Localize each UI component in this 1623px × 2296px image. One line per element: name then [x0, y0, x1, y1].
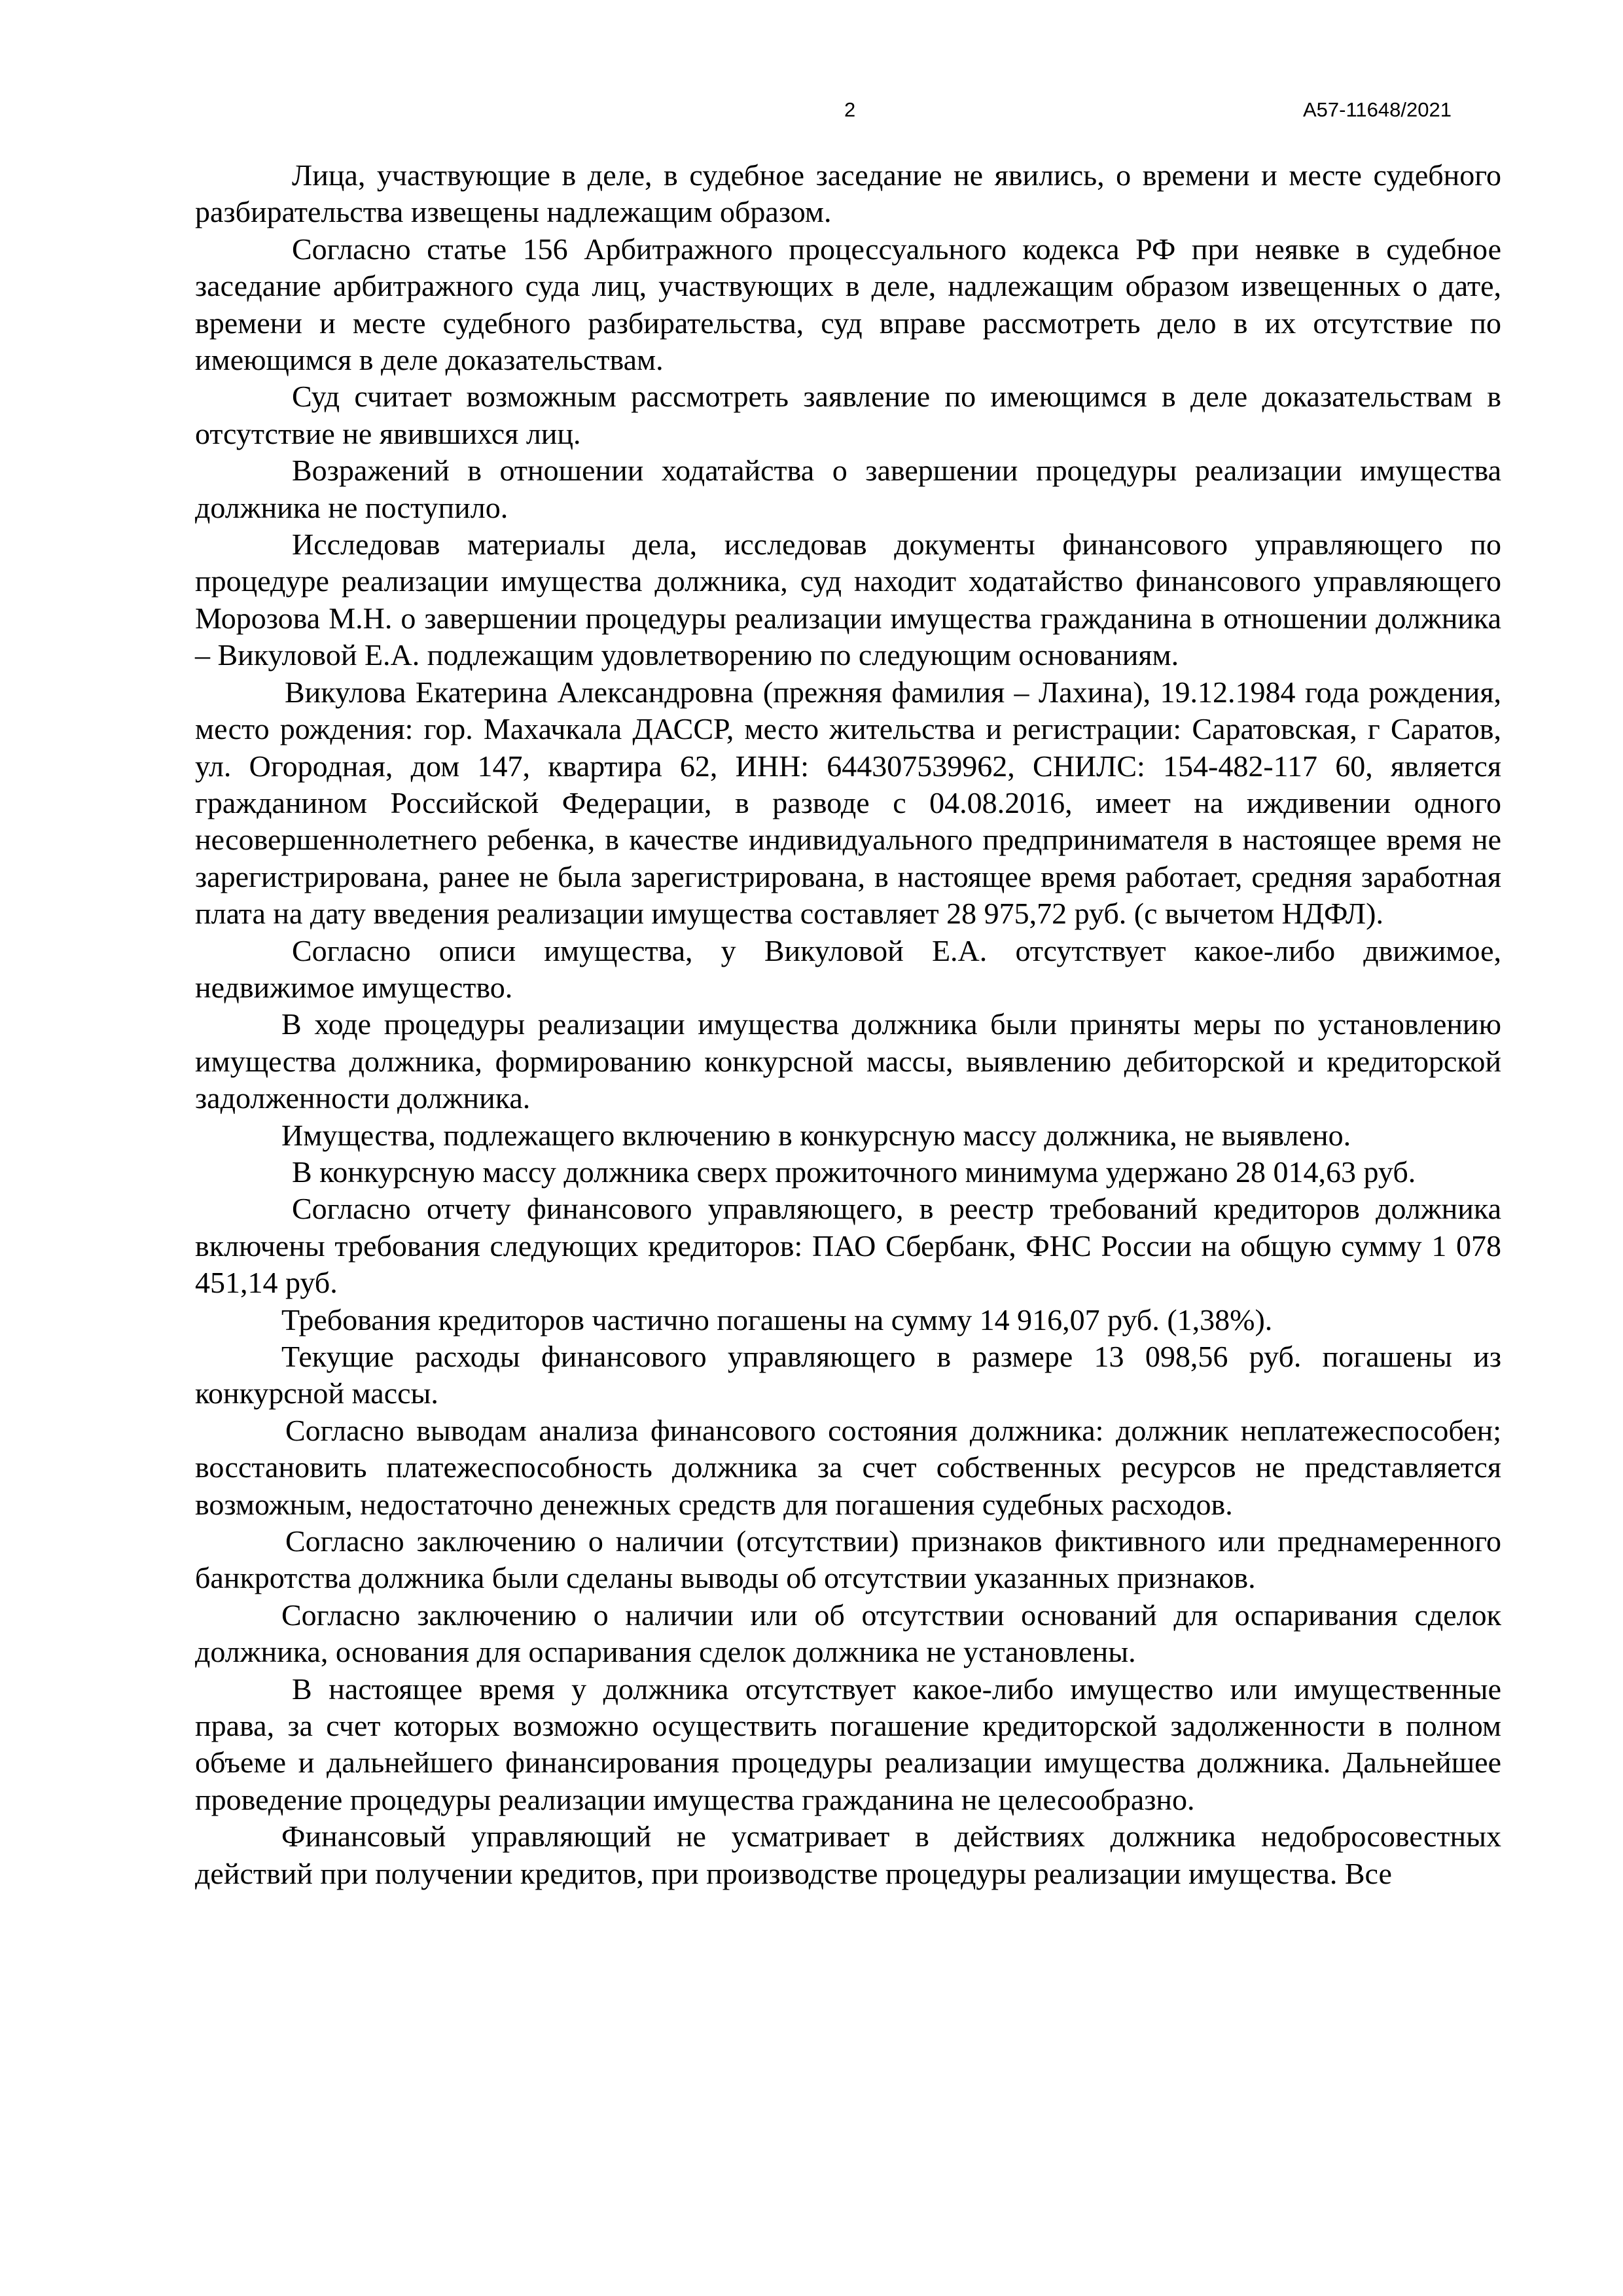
page-number: 2 — [844, 98, 856, 121]
paragraph: Суд считает возможным рассмотреть заявление по имеющимся в деле доказательствам в отсутствие не явившихся лиц. — [195, 380, 1501, 450]
paragraph: Согласно заключению о наличии или об отсутствии оснований для оспаривания сделок должника, основания для оспаривания сделок должника не установлены. — [195, 1598, 1501, 1669]
case-number: А57-11648/2021 — [1303, 98, 1452, 121]
paragraph: Возражений в отношении ходатайства о завершении процедуры реализации имущества должника не поступило. — [195, 454, 1501, 524]
paragraph: В настоящее время у должника отсутствует какое-либо имущество или имущественные права, за счет которых возможно осуществить погашение кредиторской задолженности в полном объеме и дальнейшего финансирования процедуры реализации имущества должника. Дальнейшее проведение процедуры реализации имущества гражданина не целесообразно. — [195, 1672, 1501, 1816]
document-body — [195, 157, 1501, 1892]
paragraph: В ходе процедуры реализации имущества должника были приняты меры по установлению имущества должника, формированию конкурсной массы, выявлению дебиторской и кредиторской задолженности должника. — [195, 1007, 1501, 1115]
paragraph: Согласно описи имущества, у Викуловой Е.А. отсутствует какое-либо движимое, недвижимое имущество. — [195, 933, 1501, 1004]
paragraph: Согласно заключению о наличии (отсутствии) признаков фиктивного или преднамеренного банкротства должника были сделаны выводы об отсутствии указанных признаков. — [195, 1524, 1501, 1595]
paragraph: Текущие расходы финансового управляющего в размере 13 098,56 руб. погашены из конкурсной массы. — [195, 1340, 1501, 1410]
paragraph: Согласно выводам анализа финансового состояния должника: должник неплатежеспособен; восстановить платежеспособность должника за счет собственных ресурсов не представляется возможным, недостаточно денежных средств для погашения судебных расходов. — [195, 1413, 1501, 1521]
paragraph: Лица, участвующие в деле, в судебное заседание не явились, о времени и месте судебного разбирательства извещены надлежащим образом. — [195, 158, 1501, 229]
paragraph: В конкурсную массу должника сверх прожиточного минимума удержано 28 014,63 руб. — [292, 1155, 1416, 1189]
paragraph: Требования кредиторов частично погашены на сумму 14 916,07 руб. (1,38%). — [281, 1302, 1273, 1336]
paragraph: Имущества, подлежащего включению в конкурсную массу должника, не выявлено. — [281, 1118, 1351, 1152]
paragraph: Согласно статье 156 Арбитражного процессуального кодекса РФ при неявке в судебное заседание арбитражного суда лиц, участвующих в деле, надлежащим образом извещенных о дате, времени и месте судебного разбирательства, суд вправе рассмотреть дело в их отсутствие по имеющимся в деле доказательствам. — [195, 232, 1501, 377]
paragraph: Викулова Екатерина Александровна (прежняя фамилия – Лахина), 19.12.1984 года рождения, место рождения: гор. Махачкала ДАССР, место жительства и регистрации: Саратовская, г Саратов, ул. Огородная, дом 147, квартира 62, ИНН: 644307539962, СНИЛС: 154-482-117 60, является гражданином Российской Федерации, в разводе с 04.08.2016, имеет на иждивении одного несовершеннолетнего ребенка, в качестве индивидуального предпринимателя в настоящее время не зарегистрирована, ранее не была зарегистрирована, в настоящее время работает, средняя заработная плата на дату введения реализации имущества составляет 28 975,72 руб. (с вычетом НДФЛ). — [195, 675, 1501, 931]
paragraph: Исследовав материалы дела, исследовав документы финансового управляющего по процедуре реализации имущества должника, суд находит ходатайство финансового управляющего Морозова М.Н. о завершении процедуры реализации имущества гражданина в отношении должника – Викуловой Е.А. подлежащим удовлетворению по следующим основаниям. — [195, 528, 1501, 672]
paragraph: Финансовый управляющий не усматривает в действиях должника недобросовестных действий при получении кредитов, при производстве процедуры реализации имущества. Все — [195, 1820, 1501, 1890]
paragraph: Согласно отчету финансового управляющего, в реестр требований кредиторов должника включены требования следующих кредиторов: ПАО Сбербанк, ФНС России на общую сумму 1 078 451,14 руб. — [195, 1192, 1501, 1300]
